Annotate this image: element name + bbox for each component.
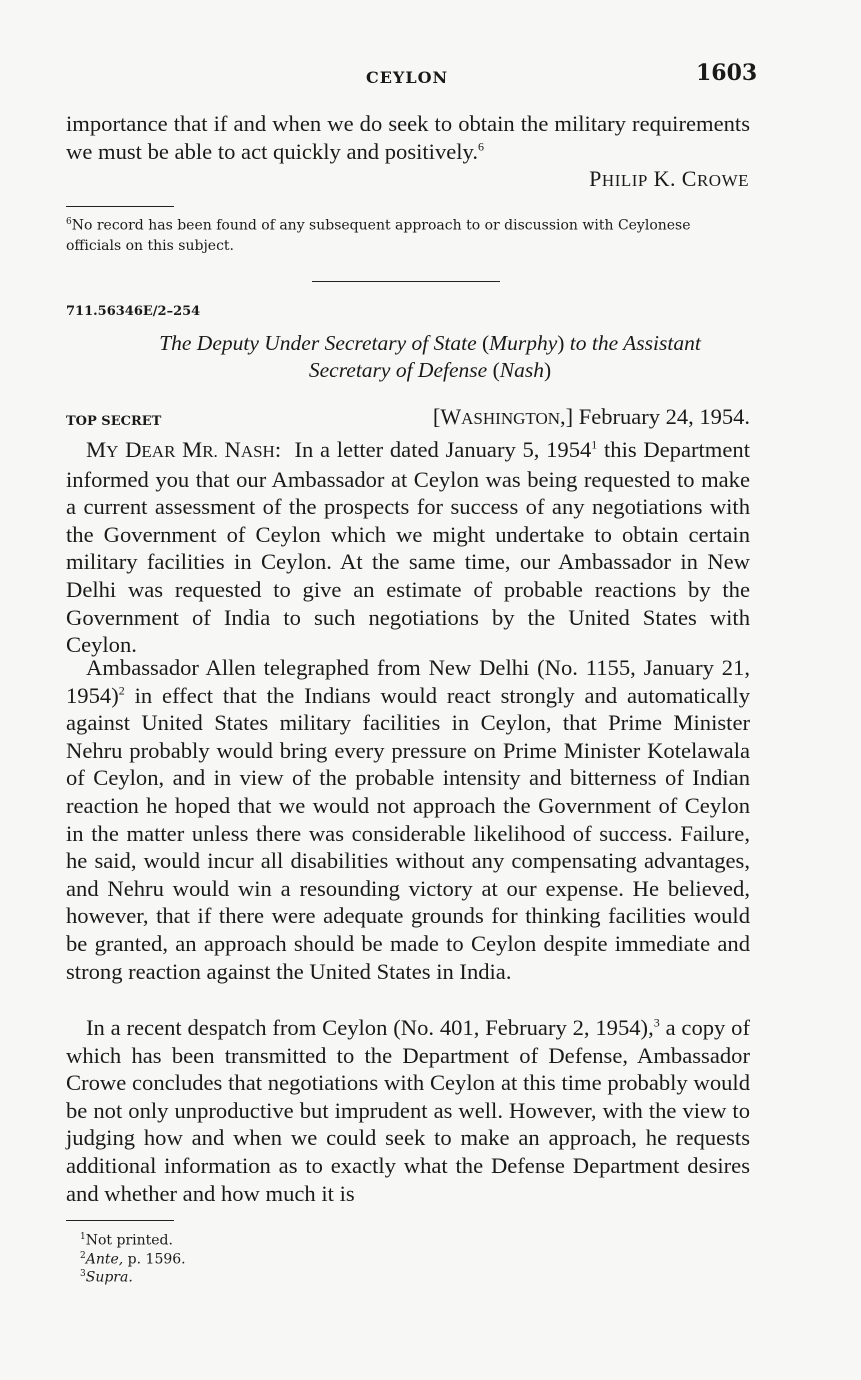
footnote-6: $^6$No record has been found of any subsequent approach to or discussion with Ceylonese officials on this subject.	[66, 217, 691, 254]
footnote-divider	[66, 206, 174, 207]
salutation: MY DEAR MR. NASH:	[86, 437, 282, 462]
footnote-ref: 2	[118, 683, 125, 698]
footnote-3: $^3$Supra.	[80, 1269, 133, 1286]
signature: PHILIP K. CROWE	[589, 166, 749, 191]
carryover-paragraph	[66, 110, 750, 165]
page-number: 1603	[696, 60, 758, 86]
footnote-1: $^1$Not printed.	[80, 1232, 173, 1249]
paragraph-1: MY DEAR MR. NASH: In a letter dated January 5, 1954$^1$ this Department informed you that our Ambassador at Ceylon was being requested to make a current assessment of the prospects for success of any negotiations with the Government of Ceylon which we might undertake to obtain certain military facilities in Ceylon. At the same time, our Ambassador in New Delhi was requested to give an estimate of probable reactions by the Government of India to such negotiations by the United States with Ceylon.	[66, 437, 750, 658]
footnote-ref: 3	[653, 1015, 660, 1030]
carryover-text: importance that if and when we do seek to obtain the military requirements we must be able to act quickly and positively.	[66, 111, 750, 164]
paragraph-3: In a recent despatch from Ceylon (No. 401, February 2, 1954),$^3$ a copy of which has been transmitted to the Department of Defense, Ambassador Crowe concludes that negotiations with Ceylon at this time probably would be not only unproductive but imprudent as well. However, with the view to judging how and when we could seek to make an approach, he requests additional information as to exactly what the Defense Department desires and whether and how much it is	[66, 1015, 750, 1206]
classification-label: TOP SECRET	[66, 414, 162, 429]
section-divider	[312, 281, 500, 282]
footnote-ref: 1	[591, 437, 598, 452]
running-header-title: CEYLON	[366, 68, 449, 87]
dateline: [WASHINGTON,] February 24, 1954.	[432, 404, 750, 429]
footnote-divider	[66, 1220, 174, 1221]
file-reference: 711.56346E/2–254	[66, 304, 201, 319]
footnote-ref: 6	[478, 139, 485, 154]
paragraph-2: Ambassador Allen telegraphed from New Delhi (No. 1155, January 21, 1954)$^2$ in effect that the Indians would react strongly and automatically against United States military facilities in Ceylon, that Prime Minister Nehru probably would bring every pressure on Prime Minister Kotelawala of Ceylon, and in view of the probable intensity and bitterness of Indian reaction he hoped that we would not approach the Government of Ceylon in the matter unless there was considerable likelihood of success. Failure, he said, would incur all disabilities without any compensating advantages, and Nehru would win a resounding victory at our expense. He believed, however, that if there were adequate grounds for thinking facilities would be granted, an approach should be made to Ceylon despite immediate and strong reaction against the United States in India.	[66, 655, 750, 984]
document-title: The Deputy Under Secretary of State (Murphy) to the Assistant Secretary of Defense (Nash)	[159, 331, 701, 382]
footnote-2: $^2$Ante, p. 1596.	[80, 1251, 186, 1268]
